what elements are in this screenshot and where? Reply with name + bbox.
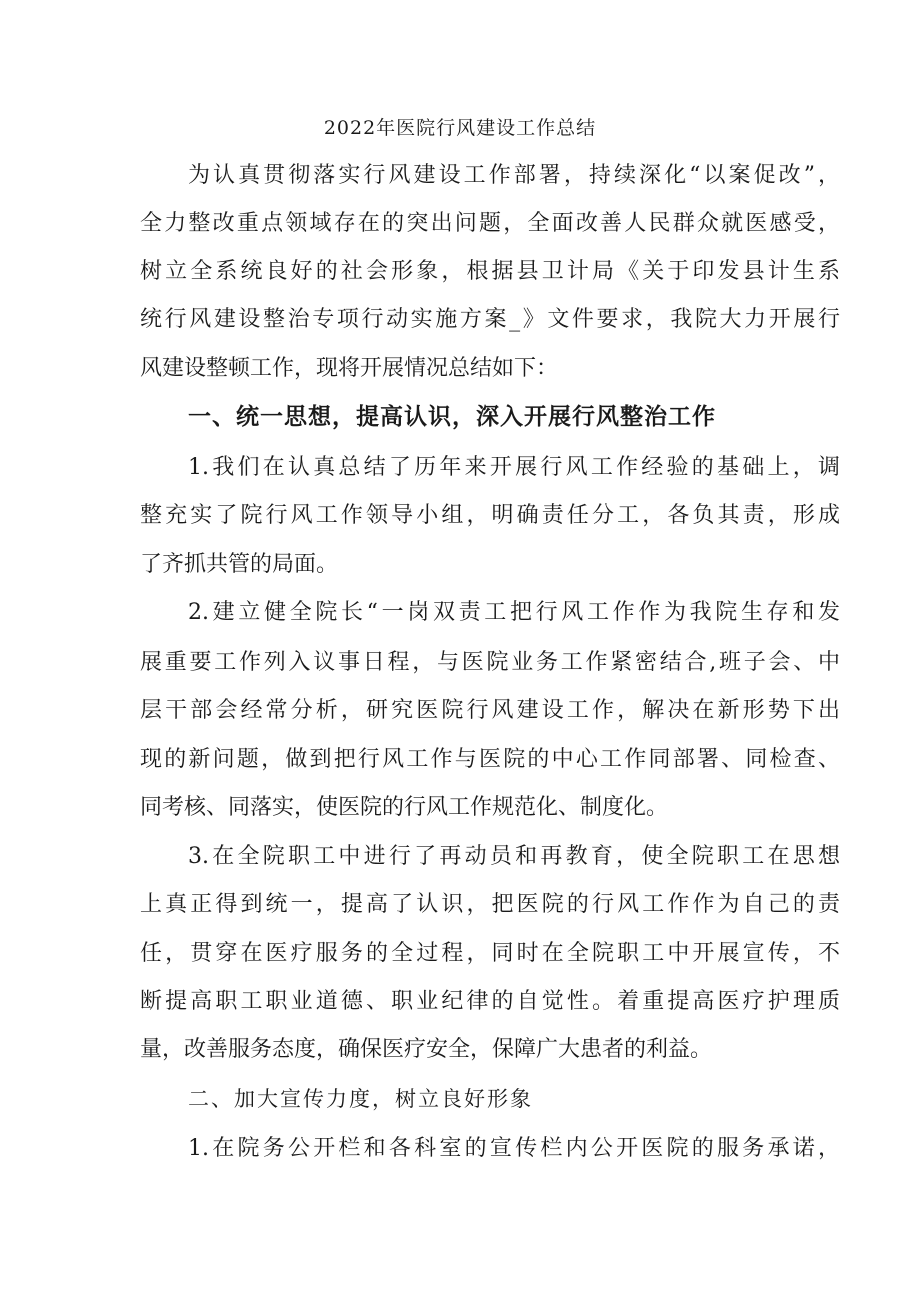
item-2-line-1: 2.建立健全院长“一岗双责工把行风工作作为我院生存和发: [188, 600, 840, 625]
item-4-line-1: 1.在院务公开栏和各科室的宣传栏内公开医院的服务承诺，: [188, 1136, 840, 1161]
item-2-line-2: 展重要工作列入议事日程，与医院业务工作紧密结合,班子会、中: [140, 650, 840, 675]
item-3-line-1: 3.在全院职工中进行了再动员和再教育，使全院职工在思想: [188, 844, 840, 869]
section-2-heading: 二、加大宣传力度，树立良好形象: [188, 1087, 533, 1111]
item-3-line-3: 任，贯穿在医疗服务的全过程，同时在全院职工中开展宣传，不: [140, 941, 840, 966]
section-1-heading: 一、统一思想，提高认识，深入开展行风整治工作: [188, 404, 716, 430]
intro-line-3: 树立全系统良好的社会形象，根据县卫计局《关于印发县计生系: [140, 259, 840, 284]
document-title: 2022年医院行风建设工作总结: [323, 117, 597, 139]
item-1-line-2: 整充实了院行风工作领导小组，明确责任分工，各负其责，形成: [140, 503, 840, 528]
item-3-line-2: 上真正得到统一，提高了认识，把医院的行风工作作为自己的责: [140, 892, 840, 917]
item-3-line-5: 量，改善服务态度，确保医疗安全，保障广大患者的利益。: [140, 1037, 713, 1062]
item-1-line-1: 1.我们在认真总结了历年来开展行风工作经验的基础上，调: [188, 455, 840, 480]
item-2-line-3: 层干部会经常分析，研究医院行风建设工作，解决在新形势下出: [140, 698, 840, 723]
intro-line-4: 统行风建设整治专项行动实施方案_》文件要求，我院大力开展行: [140, 307, 840, 332]
item-1-line-3: 了齐抓共管的局面。: [140, 552, 339, 577]
item-2-line-5: 同考核、同落实，使医院的行风工作规范化、制度化。: [140, 795, 669, 820]
intro-line-5: 风建设整顿工作，现将开展情况总结如下：: [140, 356, 559, 381]
item-3-line-4: 断提高职工职业道德、职业纪律的自觉性。着重提高医疗护理质: [140, 989, 840, 1014]
item-2-line-4: 现的新问题，做到把行风工作与医院的中心工作同部署、同检查、: [140, 747, 840, 772]
intro-line-2: 全力整改重点领域存在的突出问题，全面改善人民群众就医感受，: [140, 211, 840, 236]
intro-line-1: 为认真贯彻落实行风建设工作部署，持续深化“以案促改”，: [188, 163, 840, 188]
